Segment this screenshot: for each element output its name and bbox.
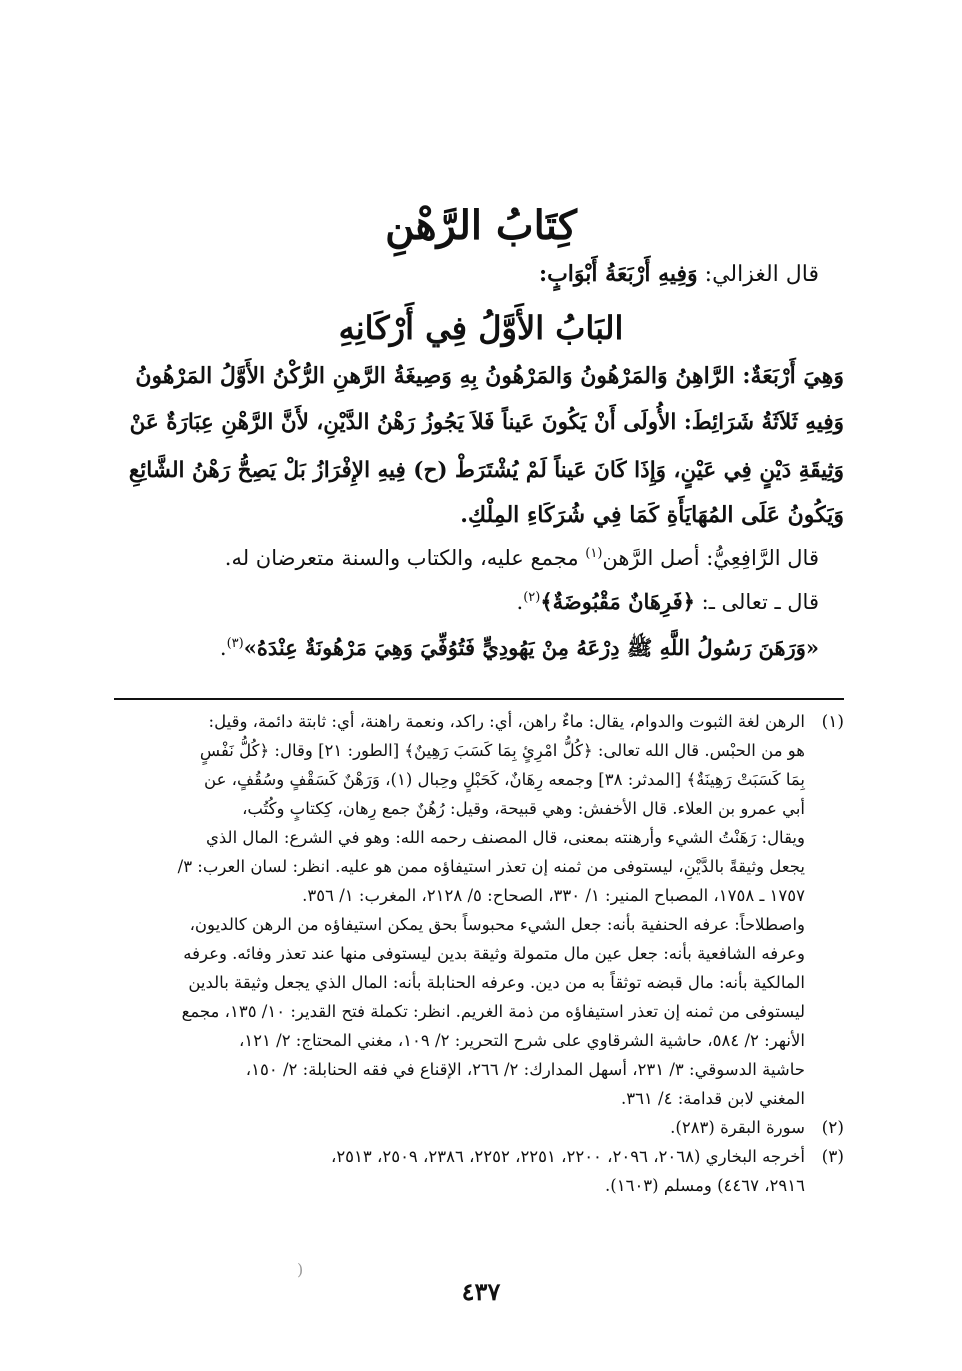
footnote-line: المغني لابن قدامة: ٤/ ٣٦١. xyxy=(620,1089,805,1108)
hadith-quote: «وَرَهَنَ رَسُولُ اللَّهِ ﷺ دِرْعَهُ مِنْ يَهُودِيٍّ فَتُوُفِّيَ وَهِيَ مَرْهُونَةٌ عِنْدَهُ» xyxy=(243,635,819,660)
commentary-text: مجمع عليه، والكتاب والسنة متعرضان له. xyxy=(224,546,586,570)
main-text-line-3: وَثِيقَةِ دَيْنٍ فِي عَيْنٍ، وَإِذَا كَانَ عَيناً لَمْ يُشْتَرَطْ (ح) فِيهِ الإِفْرَازُ بَلْ يَصِحُّ رَهْنُ الشَّائِعِ xyxy=(128,458,844,483)
footnote-line: ليستوفى من ثمنه إن تعذر استيفاؤه من ذمة الغريم. انظر: تكملة فتح القدير: ١٠/ ١٣٥، مجمع xyxy=(181,1002,805,1021)
commentary-text: قال ـ تعالى ـ: xyxy=(694,590,819,614)
book-title: كِتَابُ الرَّهْنِ xyxy=(385,202,577,249)
footnote-number: (٣) xyxy=(821,1147,844,1167)
commentary-text: . xyxy=(516,590,524,614)
intro-line xyxy=(539,256,819,293)
footnote-line: وعرفه الشافعية بأنه: جعل عين مال متمولة وثيقة بدين ليستوفى منها عند تعذر وفائه. وعرفه xyxy=(183,944,805,963)
footnote-number: (٢) xyxy=(821,1118,844,1138)
footnote-line: الأنهر: ٢/ ٥٨٤، حاشية الشرقاوي على شرح التحرير: ٢/ ١٠٩، مغني المحتاج: ٢/ ١٢١، xyxy=(238,1031,805,1050)
commentary-line-1 xyxy=(225,536,819,576)
footnote-ref[interactable]: (٢) xyxy=(523,590,541,605)
footnote-line: الرهن لغة الثبوت والدوام، يقال: ماءٌ راهن، أي: راكد، ونعمة راهنة، أي: ثابتة دائمة، وقيل: xyxy=(208,712,805,731)
intro-prefix: قال الغزالي: xyxy=(697,262,819,287)
main-text-line-2: وَفِيهِ ثَلاَثَةُ شَرَائِطَ: الأُولَى أَنْ يَكُونَ عَيناً فَلاَ يَجُوزُ رَهْنُ الدَّيْنِ، لأَنَّ الرَّهْنِ عِبَارَةٌ عَنْ xyxy=(129,410,844,435)
footnote-divider xyxy=(114,698,844,700)
footnote-line: ١٧٥٧ ـ ١٧٥٨، المصباح المنير: ١/ ٣٣٠، الصحاح: ٥/ ٢١٢٨، المغرب: ١/ ٣٥٦. xyxy=(302,886,805,905)
footnote-line: ٢٩١٦، ٤٤٦٧) ومسلم (١٦٠٣). xyxy=(605,1176,805,1195)
page-number: ٤٣٧ xyxy=(461,1277,501,1306)
commentary-line-3 xyxy=(220,626,819,666)
chapter-title: البَابُ الأَوَّلُ فِي أَرْكَانِهِ xyxy=(338,309,624,347)
quran-quote: ﴿فَرِهَانٌ مَقْبُوضَةٌ﴾ xyxy=(540,589,695,614)
footnote-line: هو من الحبْس. قال الله تعالى: ﴿كُلُّ امْرِئٍ بِمَا كَسَبَ رَهِينٌ﴾ [الطور: ٢١] وقال: ﴿كُلُّ نَفْسٍ xyxy=(199,741,805,760)
stray-mark: ( xyxy=(297,1260,304,1279)
footnote-line: واصطلاحاً: عرفه الحنفية بأنه: جعل الشيء محبوساً بحق يمكن استيفاؤه من الرهن كالديون، xyxy=(189,915,805,934)
footnote-ref[interactable]: (١) xyxy=(585,546,603,561)
footnote-number: (١) xyxy=(821,712,844,732)
footnote-line: أخرجه البخاري (٢٠٦٨، ٢٠٩٦، ٢٢٠٠، ٢٢٥١، ٢٢٥٢، ٢٣٨٦، ٢٥٠٩، ٢٥١٣، xyxy=(330,1147,805,1166)
footnote-ref[interactable]: (٣) xyxy=(226,636,244,651)
commentary-text: قال الرَّافِعِيُّ: أصل الرَّهن xyxy=(602,546,819,570)
footnote-line: حاشية الدسوقي: ٣/ ٢٣١، أسهل المدارك: ٢/ ٢٦٦، الإقناع في فقه الحنابلة: ٢/ ١٥٠، xyxy=(245,1060,805,1079)
footnote-line: ويقال: رَهَنْتُ الشيء وأرهنته بمعنى، قال المصنف رحمه الله: وهو في الشرع: المال الذي xyxy=(205,828,805,847)
intro-quote: وَفِيهِ أَرْبَعَةُ أَبْوَابٍ: xyxy=(538,261,698,287)
footnote-line: المالكية بأنه: مال قبضه توثقاً به من دين. وعرفه الحنابلة بأنه: المال الذي يجعل وثيقة بالدين xyxy=(188,973,805,992)
main-text-line-1: وَهِيَ أَرْبَعَةٌ: الرَّاهِنُ وَالمَرْهُونُ وَالمَرْهُونُ بِهِ وَصِيغَةُ الرَّهنِ الرُّكْنُ الأَوَّلُ المَرْهُونُ xyxy=(135,363,844,389)
main-text-line-4: وَيَكُونُ عَلَى المُهَايَأَةِ كَمَا فِي شُرَكَاءِ المِلْكِ. xyxy=(460,502,844,528)
commentary-line-2 xyxy=(517,580,819,620)
commentary-text: . xyxy=(219,636,227,660)
footnote-line: يجعل وثيقةً بالدَّيْنِ، ليستوفى من ثمنه إن تعذر استيفاؤه ممن هو عليه. انظر: لسان العرب: ٣/ xyxy=(177,857,805,876)
footnote-line: بِمَا كَسَبَتْ رَهِينَةٌ﴾ [المدثر: ٣٨] وجمعه رِهَانٌ، كَحَبْلٍ وحِبال (١)، وَرَهْنٌ كَسَقْفٍ وسُقُفٍ، عن xyxy=(204,770,805,789)
footnote-line: سورة البقرة (٢٨٣). xyxy=(670,1118,805,1137)
footnote-line: أبي عمرو بن العلاء. قال الأخفش: وهي قبيحة، وقيل: رُهُنٌ جمع رِهان، كِكتابٍ وكُتُب، xyxy=(242,799,805,818)
